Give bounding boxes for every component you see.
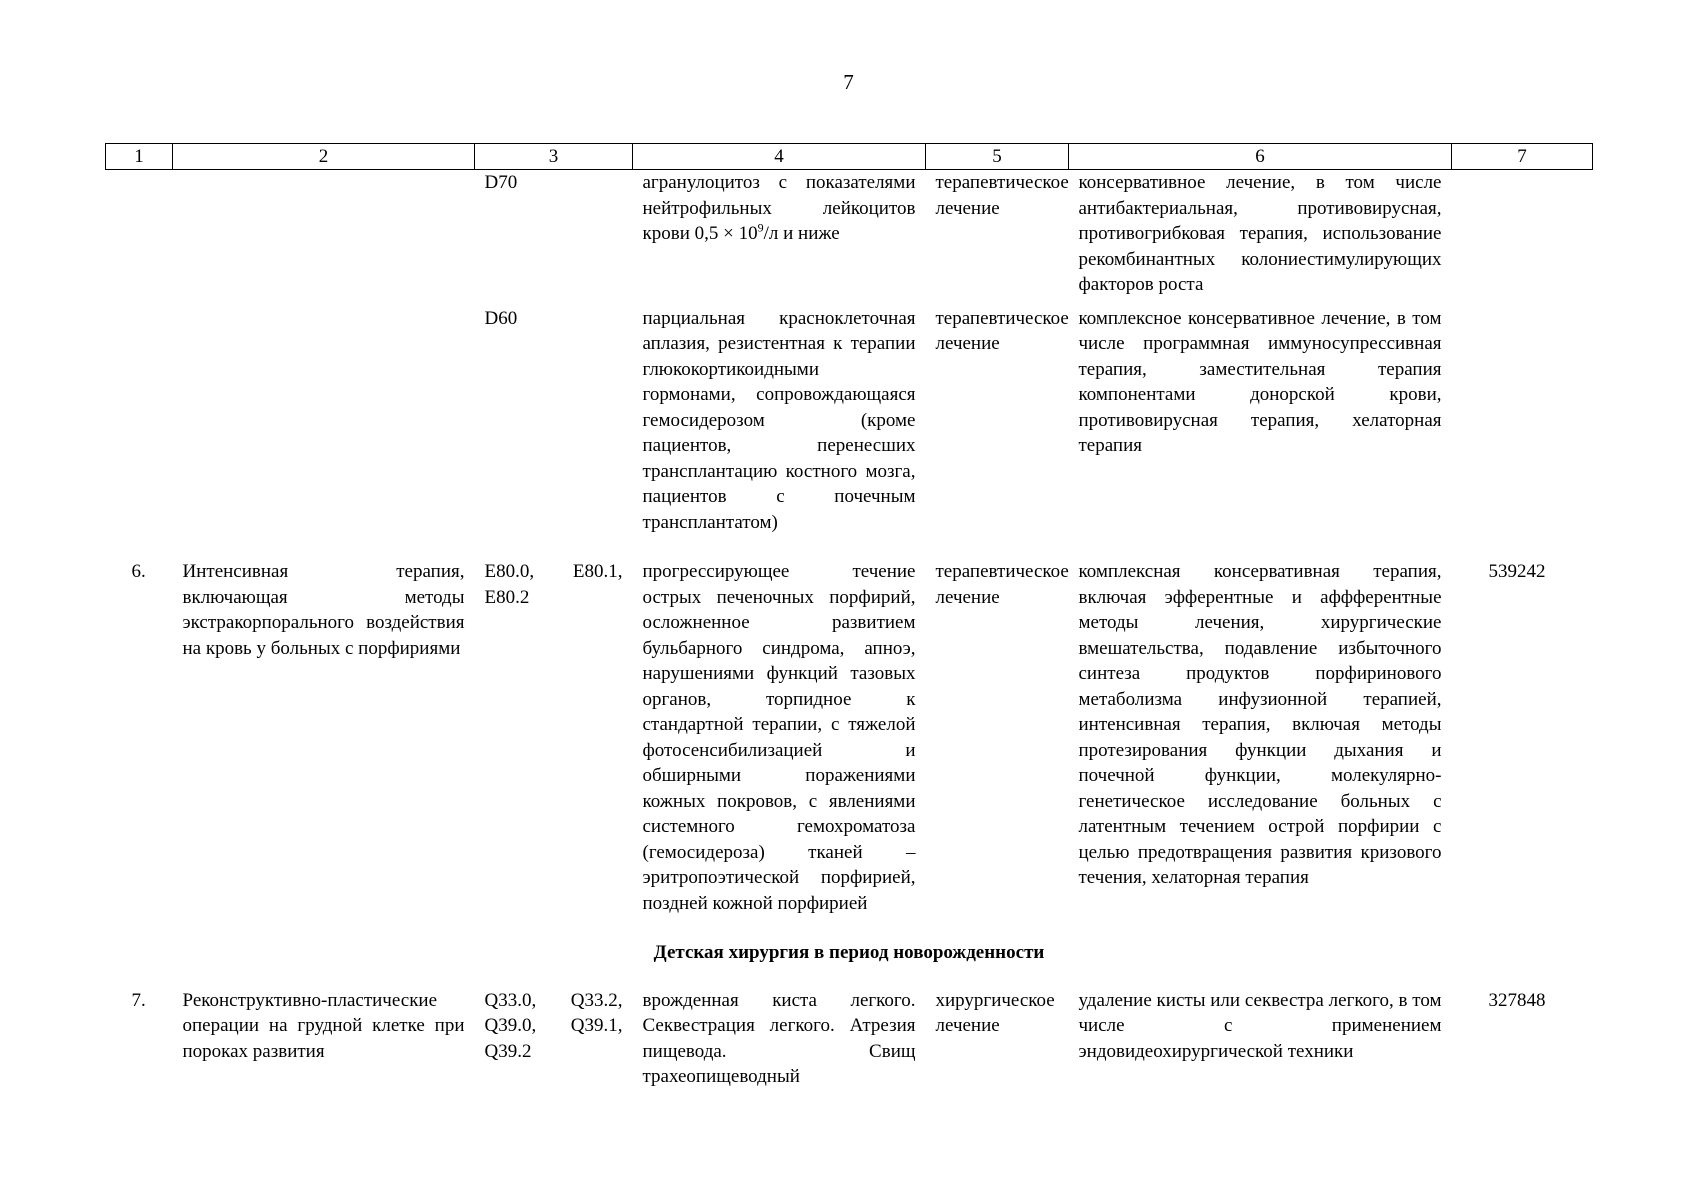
treatment-method: комплексная консервативная терапия, включая эфферентные и аффферентные методы лечения, хирургические вмешательства, подавление избыточного синтеза продуктов порфиринового метаболизма инфузионной терапией, интенсивная терапия, включая методы протезирования функции дыхания и почечной функции, молекулярно-генетическое исследование больных с латентным течением острой порфирии с целью предотвращения развития кризового течения, хелаторная терапия — [1078, 561, 1442, 888]
column-header: 1 — [106, 144, 173, 170]
treatment-method: консервативное лечение, в том числе антибактериальная, противовирусная, противогрибковая терапия, использование рекомбинантных колониестимулирующих факторов роста — [1078, 172, 1442, 295]
icd-codes: D70 — [484, 172, 518, 193]
table-row — [106, 170, 1593, 306]
column-header: 6 — [1069, 144, 1452, 170]
care-type-name: Реконструктивно-пластические операции на грудной клетке при пороках развития — [182, 989, 465, 1062]
treatment-type: терапевтическое лечение — [935, 561, 1069, 608]
row-number: 6. — [131, 561, 146, 582]
patient-condition: врожденная киста легкого. Секвестрация легкого. Атрезия пищевода. Свищ трахеопищеводный — [642, 989, 916, 1087]
row-number — [106, 306, 173, 560]
care-type-name — [173, 170, 475, 306]
icd-codes: D60 — [484, 307, 518, 329]
table-row — [106, 306, 1593, 560]
column-number-header-row — [106, 144, 1593, 170]
section-title: Детская хирургия в период новорожденности — [653, 942, 1045, 963]
column-header: 5 — [926, 144, 1069, 170]
treatment-method: комплексное консервативное лечение, в том числе программная иммуносупрессивная терапия, заместительная терапия компонентами донорской крови, противовирусная терапия, хелаторная терапия — [1078, 307, 1442, 456]
norm-cost: 539242 — [1488, 561, 1546, 582]
table-row — [106, 988, 1593, 1090]
column-header: 7 — [1452, 144, 1593, 170]
patient-condition — [633, 170, 926, 306]
treatment-method: удаление кисты или секвестра легкого, в том числе с применением эндовидеохирургической техники — [1078, 989, 1442, 1062]
treatment-type: терапевтическое лечение — [935, 307, 1069, 354]
condition-text: агранулоцитоз с показателями нейтрофильных лейкоцитов крови 0,5 × 10 — [642, 172, 916, 244]
section-heading-row — [106, 940, 1593, 988]
column-header: 4 — [633, 144, 926, 170]
norm-cost — [1452, 306, 1593, 560]
condition-text-end: /л и ниже — [763, 223, 840, 244]
row-number — [106, 170, 173, 306]
medical-care-table — [105, 143, 1593, 1090]
page-number: 7 — [843, 70, 854, 94]
patient-condition: парциальная красноклеточная аплазия, резистентная к терапии глюкокортикоидными гормонами, сопровождающаяся гемосидерозом (кроме пациентов, перенесших трансплантацию костного мозга, пациентов с почечным трансплантатом) — [642, 307, 916, 533]
care-type-name: Интенсивная терапия, включающая методы экстракорпорального воздействия на кровь у больных с порфириями — [182, 561, 465, 659]
table-row — [106, 559, 1593, 940]
row-number: 7. — [131, 989, 146, 1011]
column-header: 3 — [475, 144, 633, 170]
treatment-type: хирургическое лечение — [935, 989, 1055, 1036]
norm-cost — [1452, 170, 1593, 306]
care-type-name — [173, 306, 475, 560]
norm-cost: 327848 — [1488, 989, 1546, 1011]
treatment-type: терапевтическое лечение — [935, 172, 1069, 219]
condition-exponent: 9 — [757, 220, 764, 235]
patient-condition: прогрессирующее течение острых печеночных порфирий, осложненное развитием бульбарного синдрома, апноэ, нарушениями функций тазовых органов, торпидное к стандартной терапии, с тяжелой фотосенсибилизацией и обширными поражениями кожных покровов, с явлениями системного гемохроматоза (гемосидероза) тканей – эритропоэтической порфирией, поздней кожной порфирией — [642, 561, 916, 914]
column-header: 2 — [173, 144, 475, 170]
icd-codes: Q33.0, Q33.2, Q39.0, Q39.1, Q39.2 — [484, 989, 623, 1062]
icd-codes: E80.0, E80.1, E80.2 — [484, 561, 623, 608]
